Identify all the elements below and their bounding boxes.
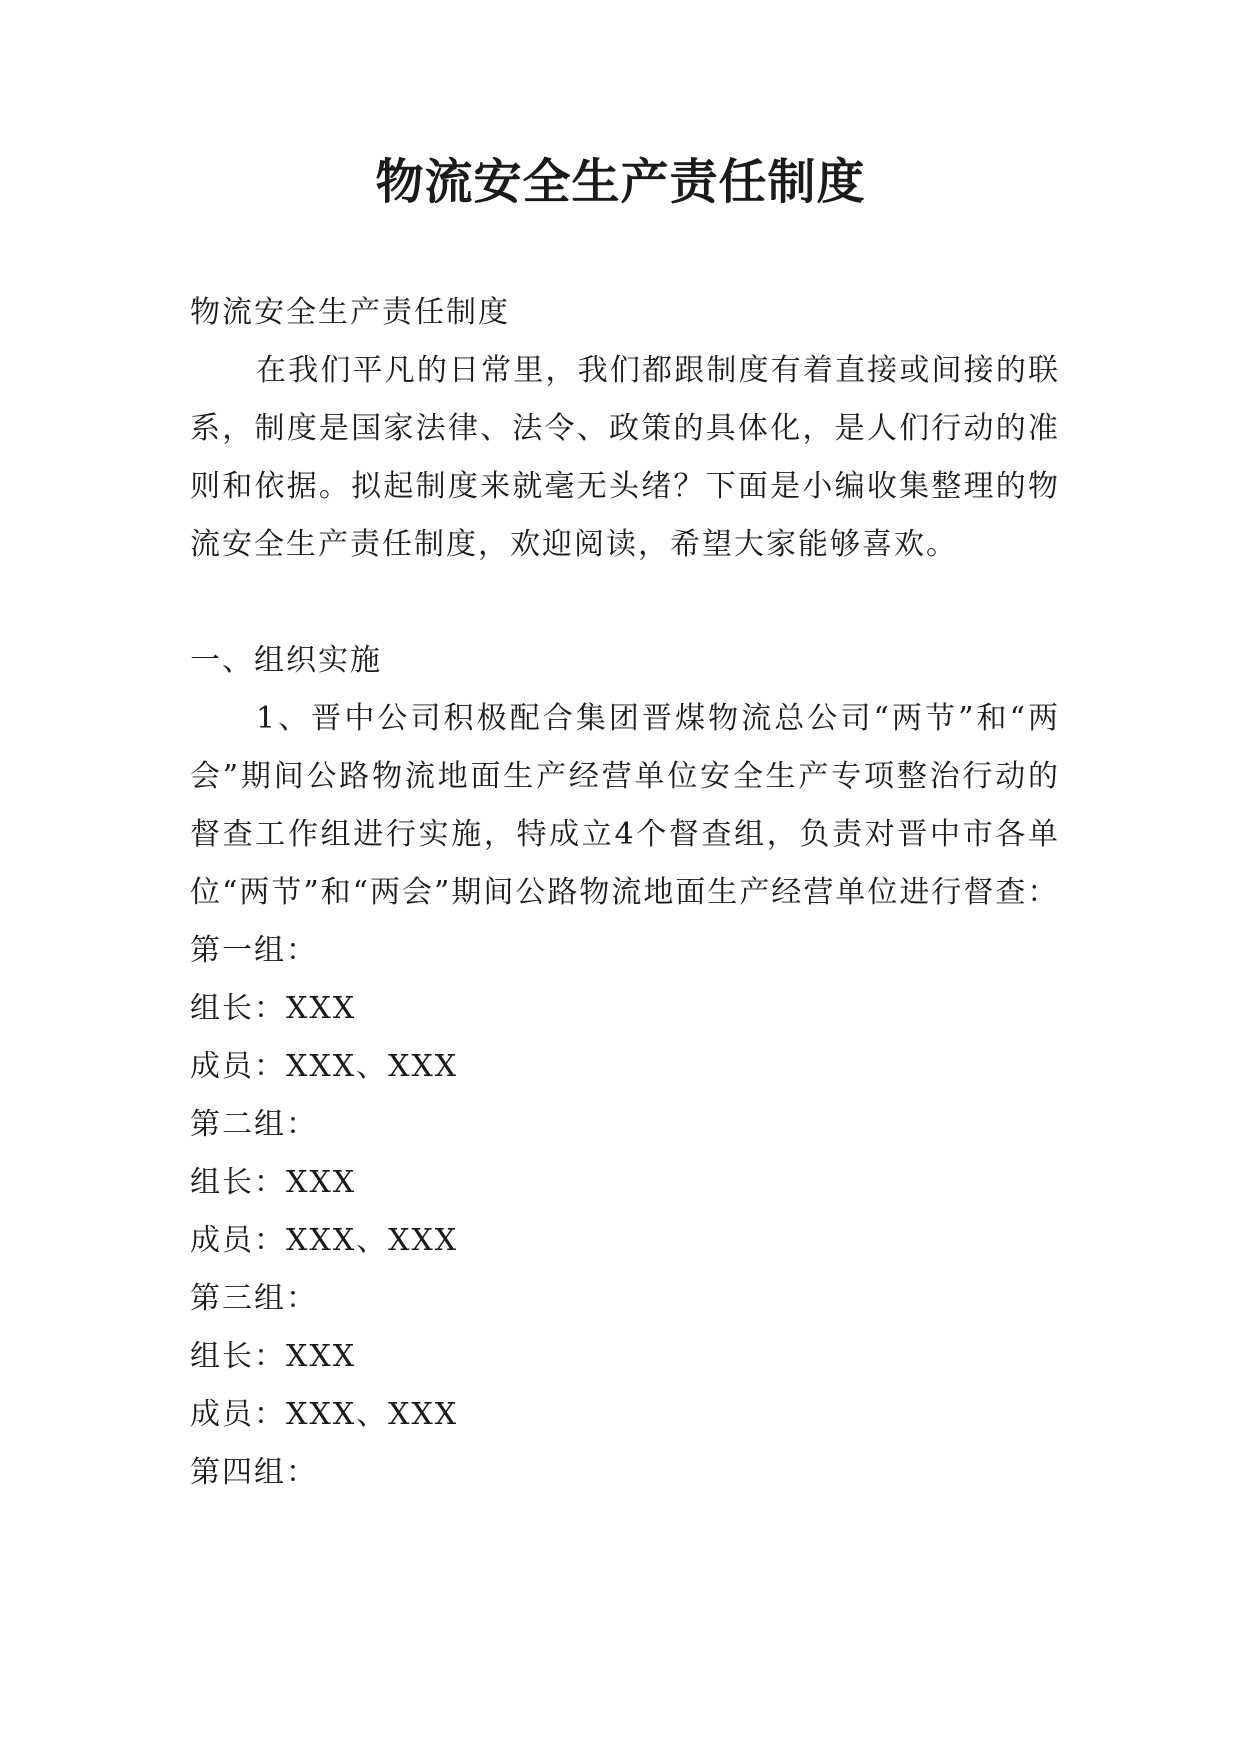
section-heading: 一、组织实施	[190, 643, 382, 678]
group-4-name: 第四组：	[190, 1455, 318, 1490]
group-2-leader: 组长：XXX	[190, 1165, 357, 1200]
intro-paragraph: 在我们平凡的日常里，我们都跟制度有着直接或间接的联系，制度是国家法律、法令、政策的具体化，是人们行动的准则和依据。拟起制度来就毫无头绪？下面是小编收集整理的物流安全生产责任制度，欢迎阅读，希望大家能够喜欢。	[190, 353, 1060, 562]
section-paragraph: 1、晋中公司积极配合集团晋煤物流总公司“两节”和“两会”期间公路物流地面生产经营单位安全生产专项整治行动的督查工作组进行实施，特成立4个督查组，负责对晋中市各单位“两节”和“两会”期间公路物流地面生产经营单位进行督查：	[190, 701, 1060, 910]
document-title: 物流安全生产责任制度	[375, 154, 866, 210]
group-3-name: 第三组：	[190, 1281, 318, 1316]
paragraph-gap	[190, 574, 1060, 632]
group-1-name: 第一组：	[190, 933, 318, 968]
group-1-members: 成员：XXX、XXX	[190, 1049, 459, 1084]
group-1-leader: 组长：XXX	[190, 991, 357, 1026]
group-2-members: 成员：XXX、XXX	[190, 1223, 459, 1258]
group-3-leader: 组长：XXX	[190, 1339, 357, 1374]
document-body	[190, 284, 1060, 1502]
document-subtitle: 物流安全生产责任制度	[190, 295, 510, 330]
group-3-members: 成员：XXX、XXX	[190, 1397, 459, 1432]
group-2-name: 第二组：	[190, 1107, 318, 1142]
